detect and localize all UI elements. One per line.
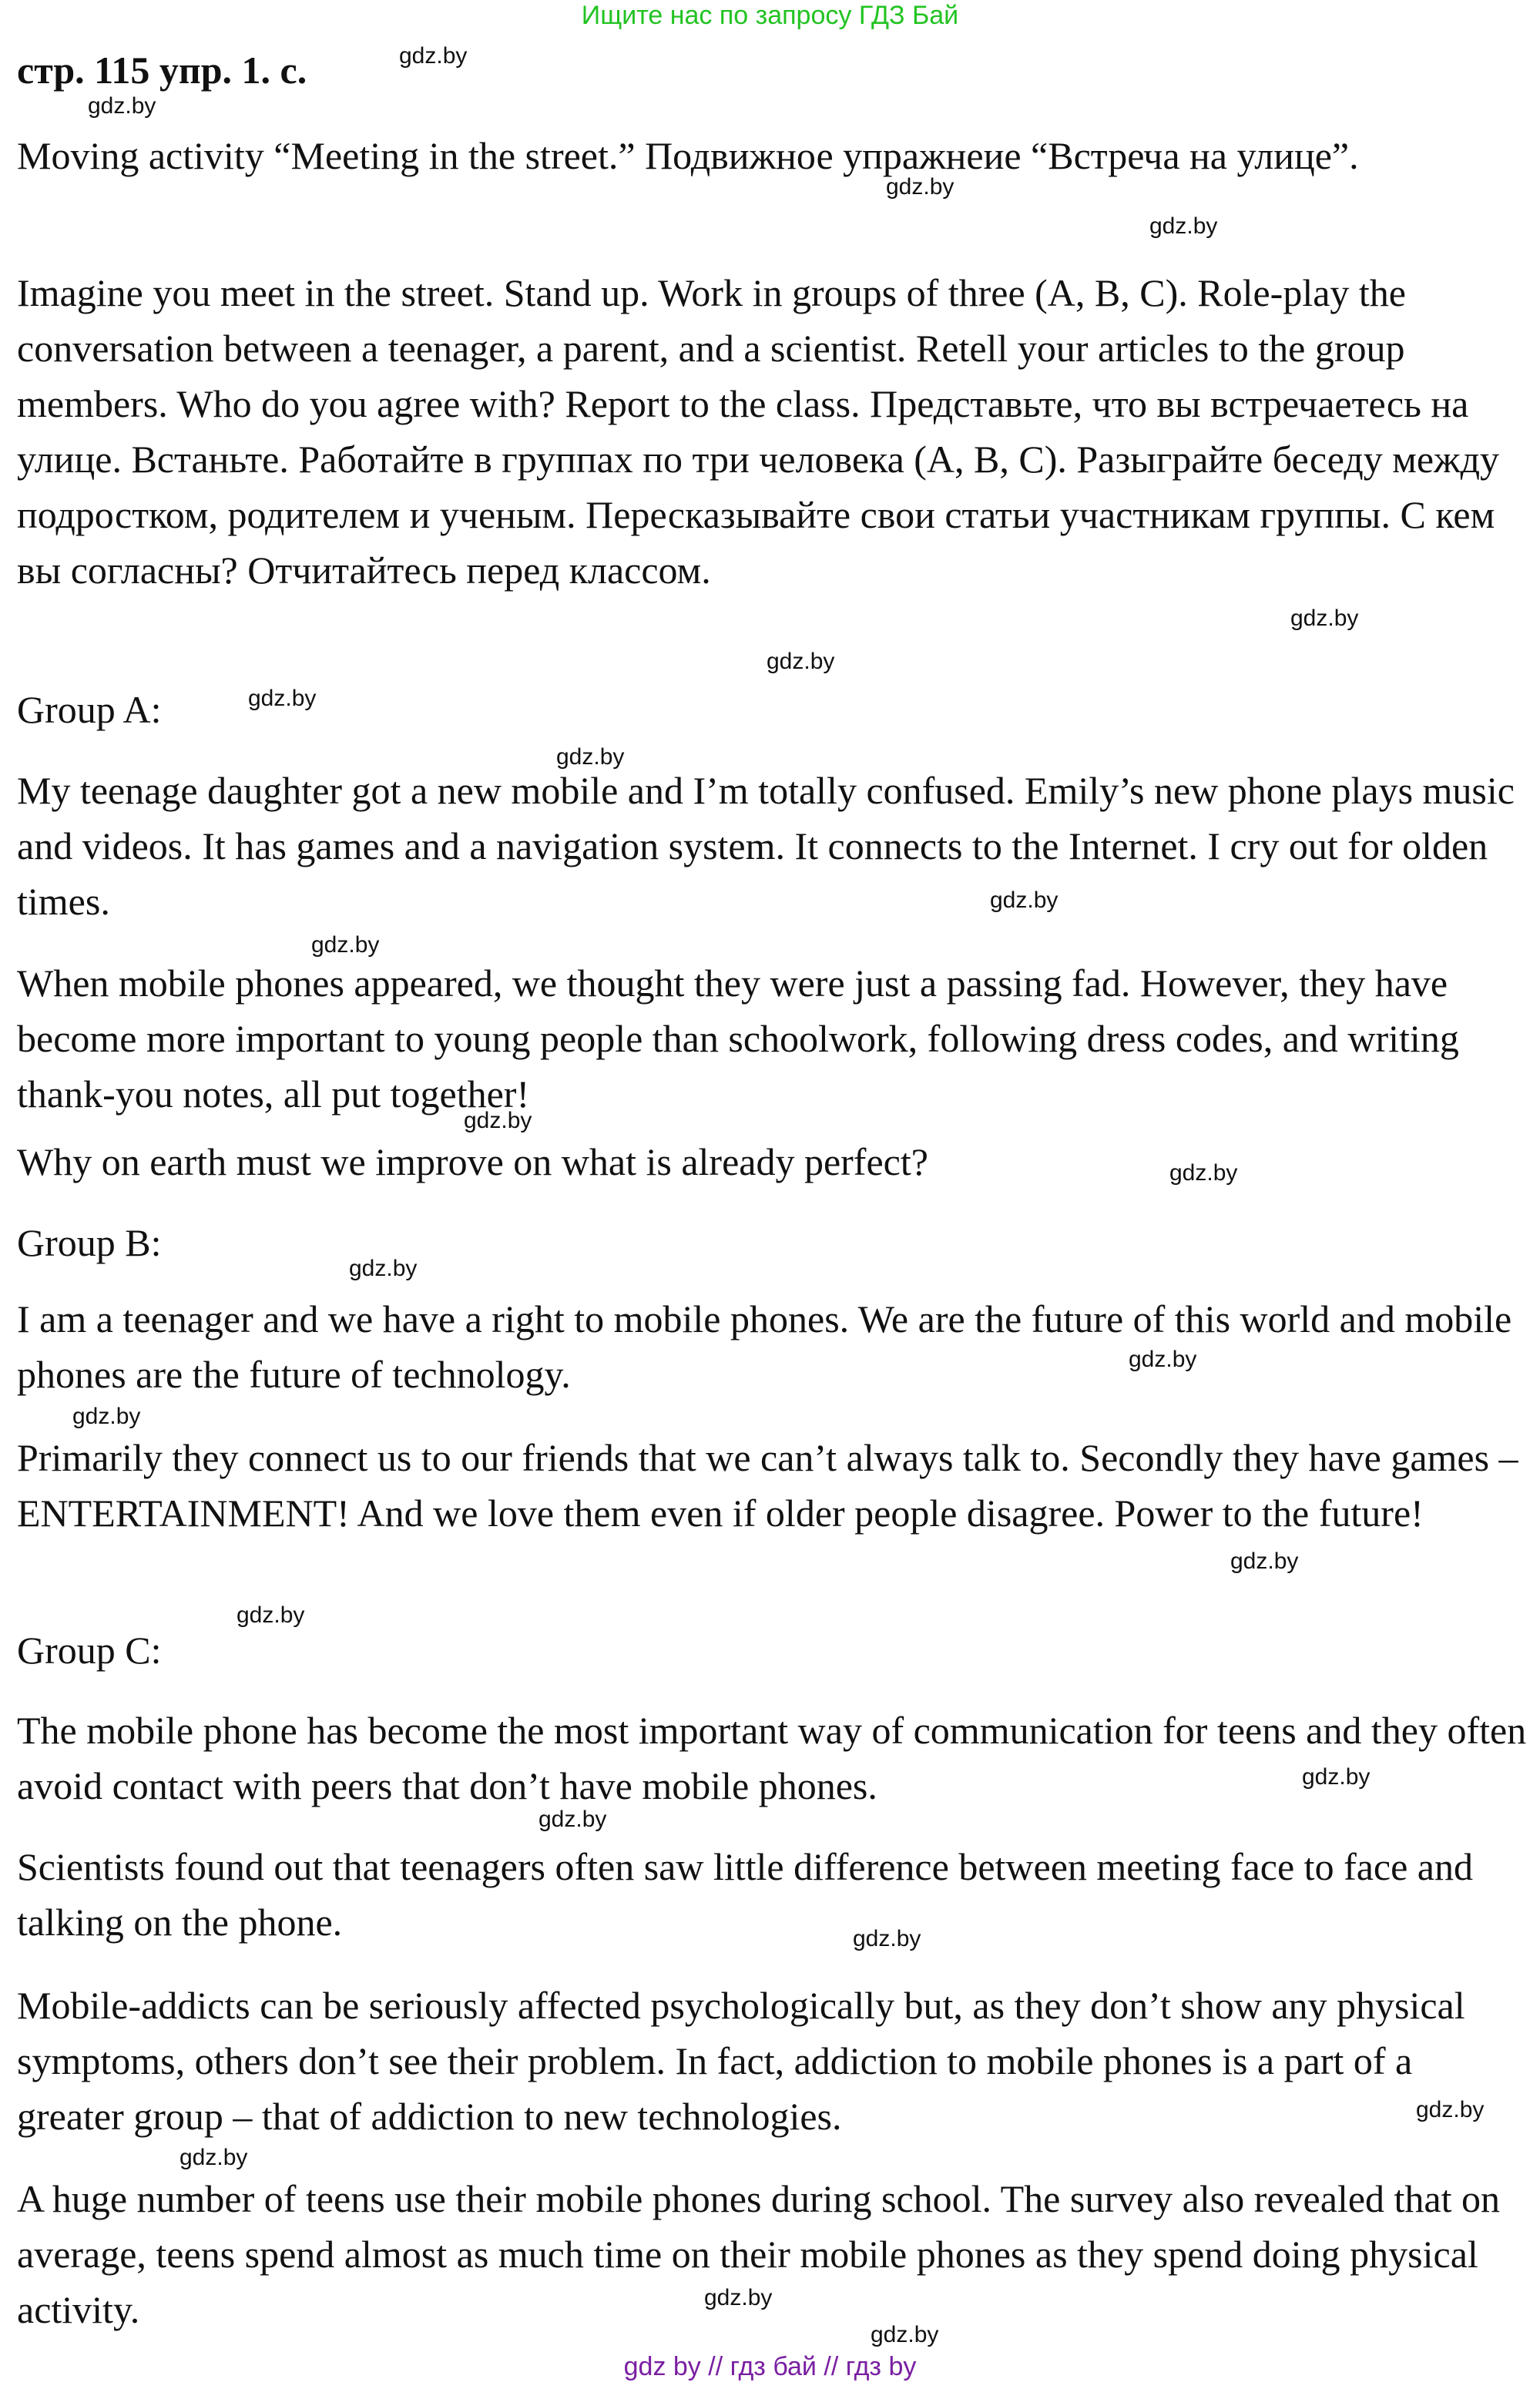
page-title: стр. 115 упр. 1. c. [17, 49, 307, 92]
watermark: gdz.by [1416, 2097, 1485, 2122]
footer-links: gdz by // гдз бай // гдз by [623, 2352, 917, 2381]
watermark: gdz.by [1169, 1160, 1238, 1186]
group-a-paragraph-2: When mobile phones appeared, we thought they were just a passing fad. However, they have become more important to young people than schoolwork, following dress codes, and writing thank-you notes, all put together! [17, 961, 1459, 1116]
watermark: gdz.by [1129, 1347, 1197, 1372]
group-a-paragraph-3: Why on earth must we improve on what is already perfect? [17, 1140, 928, 1183]
watermark: gdz.by [1230, 1548, 1299, 1574]
group-b-heading: Group B: [17, 1221, 162, 1264]
group-c-paragraph-4: A huge number of teens use their mobile phones during school. The survey also revealed that on average, teens spend almost as much time on their mobile phones as they spend doing physical activity. [17, 2177, 1500, 2331]
watermark: gdz.by [886, 174, 955, 200]
group-a-paragraph-1: My teenage daughter got a new mobile and I’m totally confused. Emily’s new phone plays music and videos. It has games and a navigation system. It connects to the Internet. I cry out for olden times. [17, 769, 1515, 923]
watermark: gdz.by [1290, 606, 1359, 631]
watermark: gdz.by [179, 2145, 248, 2170]
watermark: gdz.by [767, 649, 835, 674]
watermark: gdz.by [349, 1256, 418, 1281]
group-c-paragraph-3: Mobile-addicts can be seriously affected psychologically but, as they don’t show any physical symptoms, others don’t see their problem. In fact, addiction to mobile phones is a part of a greater group – that of addiction to new technologies. [17, 1984, 1465, 2138]
group-a-heading: Group A: [17, 688, 162, 731]
group-c-paragraph-1: The mobile phone has become the most important way of communication for teens and they often avoid contact with peers that don’t have mobile phones. [17, 1709, 1527, 1807]
watermark: gdz.by [556, 744, 625, 770]
watermark: gdz.by [464, 1108, 532, 1133]
paragraph-intro: Moving activity “Meeting in the street.” Подвижное упражнеие “Встреча на улице”. [17, 134, 1359, 177]
watermark: gdz.by [311, 932, 380, 958]
watermark: gdz.by [88, 93, 156, 119]
watermark: gdz.by [72, 1404, 141, 1429]
watermark: gdz.by [853, 1926, 921, 1951]
group-b-paragraph-1: I am a teenager and we have a right to mobile phones. We are the future of this world and mobile phones are the future of technology. [17, 1297, 1512, 1396]
watermark: gdz.by [704, 2285, 773, 2310]
watermark: gdz.by [538, 1807, 607, 1832]
watermark: gdz.by [871, 2322, 939, 2347]
top-banner: Ищите нас по запросу ГДЗ Бай [581, 1, 959, 30]
group-b-paragraph-2: Primarily they connect us to our friends that we can’t always talk to. Secondly they have games – ENTERTAINMENT! And we love them even if older people disagree. Power to the future! [17, 1436, 1518, 1535]
watermark: gdz.by [237, 1602, 305, 1628]
paragraph-instructions: Imagine you meet in the street. Stand up. Work in groups of three (A, B, C). Role-play the conversation between a teenager, a parent, and a scientist. Retell your articles to the group members. Who do you agree with? Report to the class. Представьте, что вы встречаетесь на улице. Встаньте. Работайте в группах по три человека (А, В, С). Разыграйте беседу между подростком, родителем и ученым. Пересказывайте свои статьи участникам группы. С кем вы согласны? Отчитайтесь перед классом. [17, 271, 1500, 592]
watermark: gdz.by [1302, 1764, 1371, 1790]
watermark: gdz.by [990, 887, 1059, 913]
group-c-heading: Group C: [17, 1629, 162, 1672]
group-c-paragraph-2: Scientists found out that teenagers often saw little difference between meeting face to face and talking on the phone. [17, 1845, 1473, 1944]
watermark: gdz.by [399, 43, 468, 69]
watermark: gdz.by [248, 686, 317, 711]
watermark: gdz.by [1149, 213, 1218, 239]
